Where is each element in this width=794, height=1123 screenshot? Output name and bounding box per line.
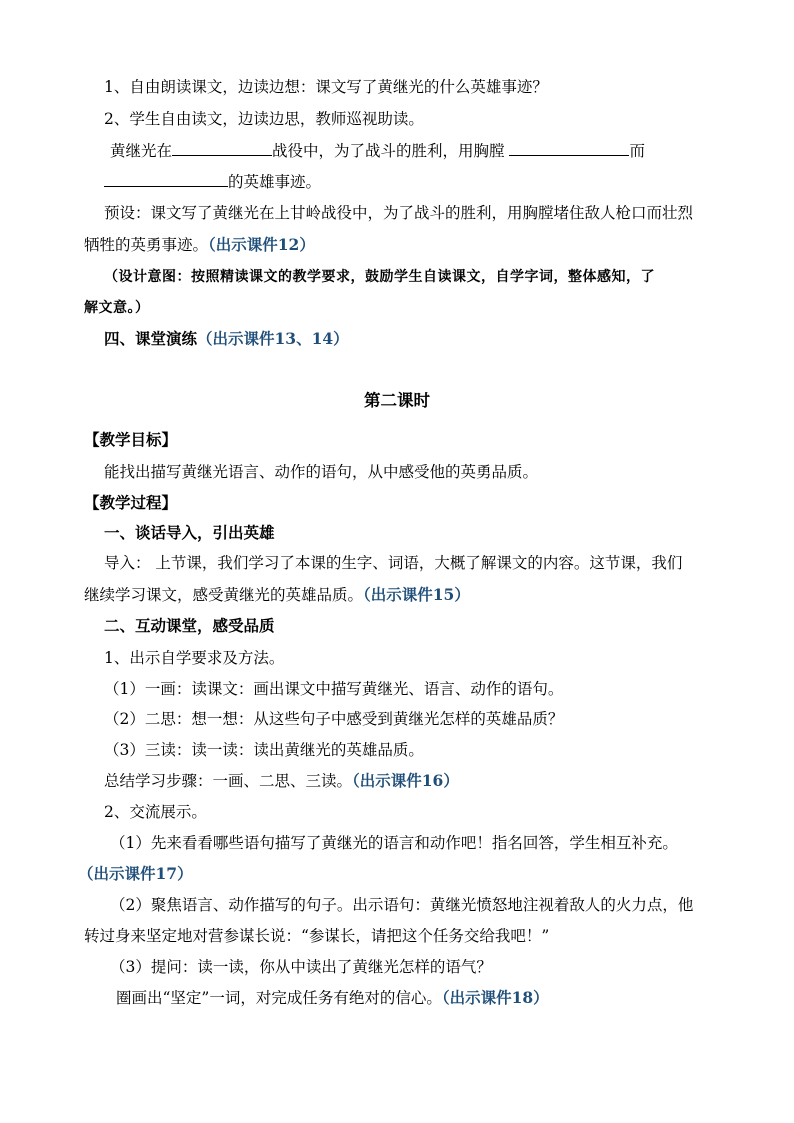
exchange-item: 2、交流展示。 (104, 803, 207, 821)
intro-line-2 (84, 585, 470, 605)
reading-task-1: 1、自由朗读课文，边读边想：课文写了黄继光的什么英雄事迹？ (104, 78, 548, 96)
preset-answer-line-2 (84, 235, 315, 255)
section-interactive-heading: 二、互动课堂，感受品质 (104, 616, 275, 635)
exchange-q1: （1）先来看看哪些语句描写了黄继光的语言和动作吧！指名回答，学生相互补充。 (110, 834, 678, 852)
intro-line-1: 导入： 上节课，我们学习了本课的生字、词语，大概了解课文的内容。这节课，我们 (104, 554, 683, 572)
summary-line (104, 771, 459, 791)
process-heading: 【教学过程】 (84, 493, 178, 512)
intro-text: 继续学习课文，感受黄继光的英雄品质。 (84, 586, 364, 604)
method-step-1: （1）一画：读课文：画出课文中描写黄继光、语言、动作的语句。 (104, 680, 564, 698)
design-intent-line-2: 解文意。） (84, 300, 150, 316)
preset-answer-text: 牺牲的英勇事迹。 (84, 236, 209, 254)
courseware-ref-13-14: （出示课件13、14） (197, 329, 349, 348)
exchange-q3-answer (116, 988, 549, 1008)
fill-blank-text-b: 战役中，为了战斗的胜利，用胸膛 (272, 142, 505, 160)
reading-task-2: 2、学生自由读文，边读边思，教师巡视助读。 (104, 110, 424, 128)
exchange-q2-line-1: （2）聚焦语言、动作描写的句子。出示语句：黄继光愤怒地注视着敌人的火力点，他 (110, 896, 694, 914)
courseware-ref-15: （出示课件15） (363, 585, 470, 604)
goal-heading: 【教学目标】 (84, 430, 178, 449)
exchange-q2-line-2: 转过身来坚定地对营参谋长说：“参谋长，请把这个任务交给我吧！” (84, 927, 550, 945)
lesson-title: 第二课时 (364, 391, 430, 410)
fill-blank-text-d: 的英雄事迹。 (228, 173, 322, 191)
section-practice-heading: 四、课堂演练 (104, 329, 198, 348)
courseware-ref-18: （出示课件18） (441, 988, 549, 1007)
preset-answer-line-1: 预设：课文写了黄继光在上甘岭战役中，为了战斗的胜利，用胸膛堵住敌人枪口而壮烈 (104, 204, 694, 222)
blank-underline-1 (172, 141, 272, 156)
fill-blank-line-2 (104, 172, 321, 192)
self-study-item: 1、出示自学要求及方法。 (104, 649, 285, 667)
summary-text: 总结学习步骤：一画、二思、三读。 (104, 772, 353, 790)
fill-blank-text-a: 黄继光在 (110, 142, 173, 160)
section-intro-heading: 一、谈话导入，引出英雄 (104, 523, 275, 542)
method-step-3: （3）三读：读一读：读出黄继光的英雄品质。 (104, 741, 424, 759)
exchange-q3-answer-text: 圈画出“坚定”一词，对完成任务有绝对的信心。 (116, 989, 442, 1007)
exchange-q3: （3）提问：读一读，你从中读出了黄继光怎样的语气？ (110, 958, 492, 976)
fill-blank-line-1 (110, 141, 645, 161)
blank-underline-2 (509, 141, 629, 156)
courseware-ref-16: （出示课件16） (352, 771, 459, 790)
goal-text: 能找出描写黄继光语言、动作的语句，从中感受他的英勇品质。 (104, 463, 539, 481)
design-intent-line-1: （设计意图：按照精读课文的教学要求，鼓励学生自读课文，自学字词，整体感知，了 (104, 269, 655, 285)
courseware-ref-12: （出示课件12） (208, 235, 315, 254)
section-practice (104, 329, 349, 349)
fill-blank-text-c: 而 (629, 142, 645, 160)
courseware-ref-17: （出示课件17） (78, 864, 193, 883)
method-step-2: （2）二思：想一想：从这些句子中感受到黄继光怎样的英雄品质？ (104, 710, 564, 728)
blank-underline-3 (104, 172, 228, 187)
